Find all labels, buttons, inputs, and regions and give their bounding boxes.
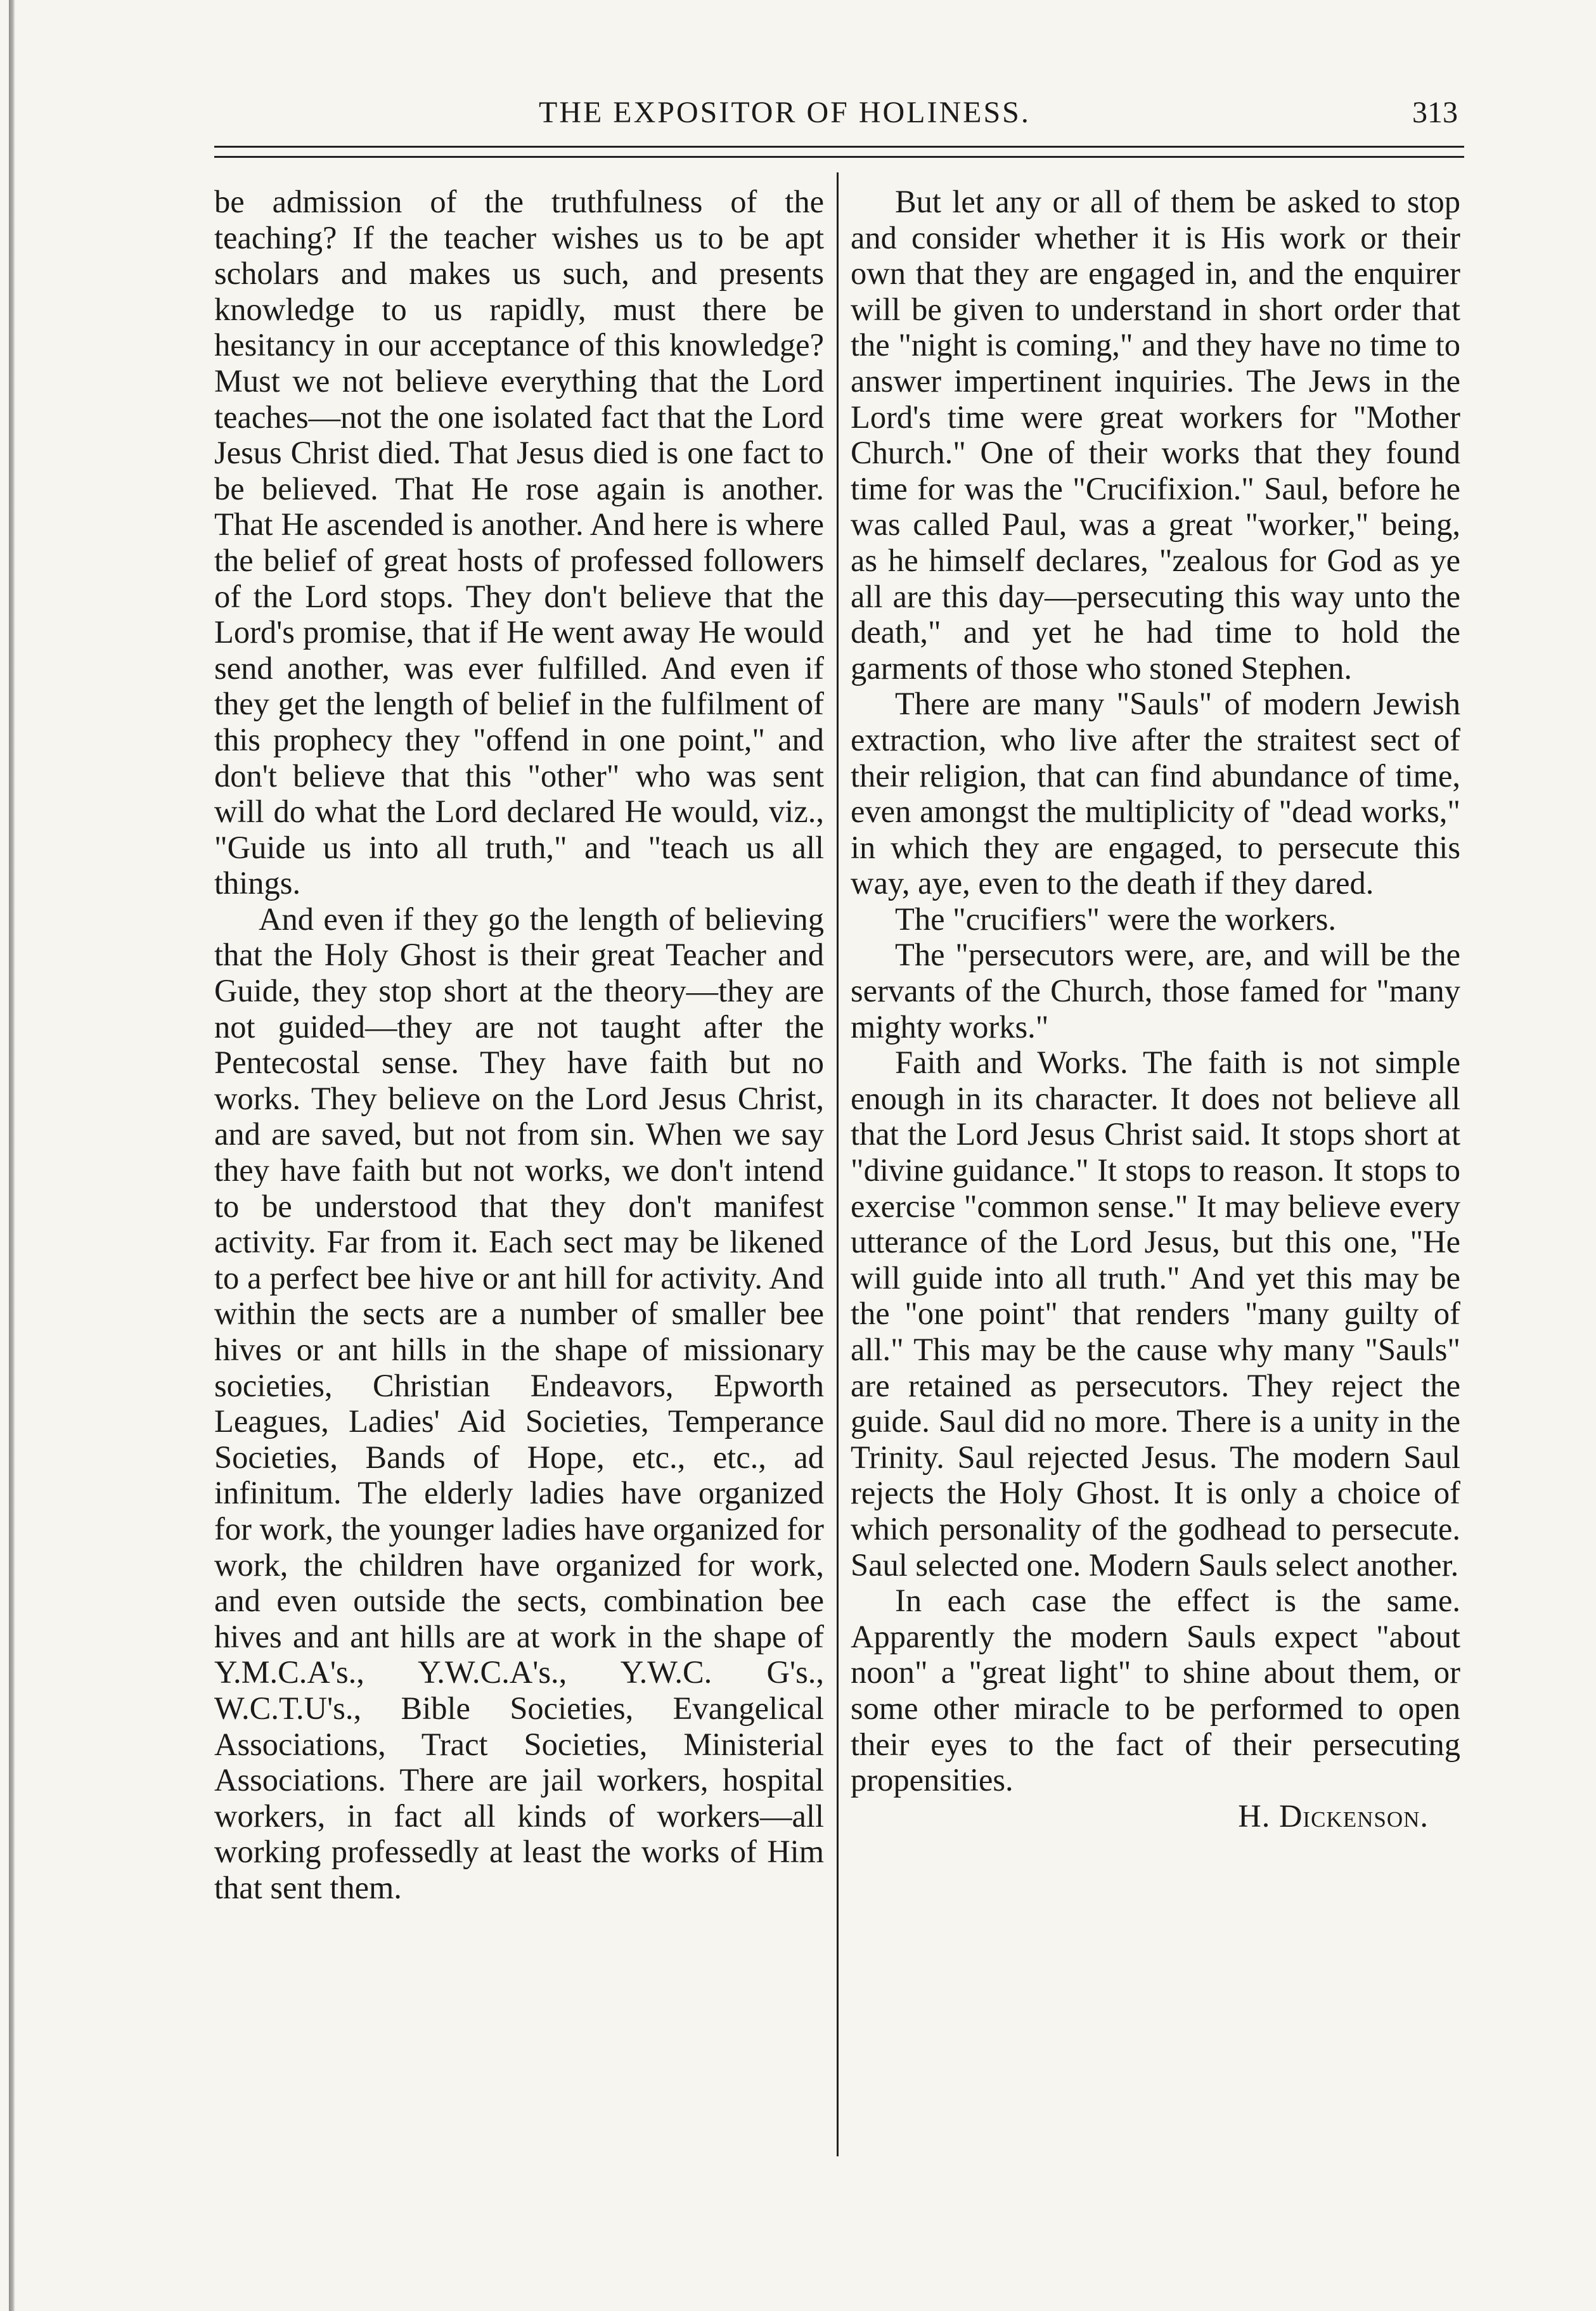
header-rule-bottom xyxy=(214,156,1464,158)
page-header xyxy=(209,95,1477,146)
paragraph: But let any or all of them be asked to stop and consider whether it is His work or their own that they are engaged in, and the enquirer will be given to understand in short order that the "night is coming," and they have no time to answer impertinent inquiries. The Jews in the Lord's time were great workers for "Mother Church." One of their works that they found time for was the "Crucifixion." Saul, before he was called Paul, was a great "worker," being, as he himself declares, "zealous for God as ye all are this day—persecuting this way unto the death," and yet he had time to hold the garments of those who stoned Stephen. xyxy=(851,184,1460,686)
header-rule-top xyxy=(214,146,1464,148)
page-number: 313 xyxy=(1412,96,1458,129)
paragraph: The "persecutors were, are, and will be the servants of the Church, those famed for "many mighty works." xyxy=(851,937,1460,1045)
paragraph: In each case the effect is the same. Apparently the modern Sauls expect "about noon" a "great light" to shine about them, or some other miracle to be performed to open their eyes to the fact of their persecuting propensities. xyxy=(851,1583,1460,1798)
running-title: THE EXPOSITOR OF HOLINESS. xyxy=(539,96,1031,129)
author-signature: H. Dickenson. xyxy=(1238,1798,1429,1834)
paragraph: And even if they go the length of believing that the Holy Ghost is their great Teacher and Guide, they stop short at the theory—they are not guided—they are not taught after the Pentecostal sense. They have faith but no works. They believe on the Lord Jesus Christ, and are saved, but not from sin. When we say they have faith but not works, we don't intend to be understood that they don't manifest activity. Far from it. Each sect may be likened to a perfect bee hive or ant hill for activity. And within the sects are a number of smaller bee hives or ant hills in the shape of missionary societies, Christian Endeavors, Epworth Leagues, Ladies' Aid Societies, Temperance Societies, Bands of Hope, etc., etc., ad infinitum. The elderly ladies have organized for work, the younger ladies have organized for work, the children have organized for work, and even outside the sects, combination bee hives and ant hills are at work in the shape of Y.M.C.A's., Y.W.C.A's., Y.W.C. G's., W.C.T.U's., Bible Societies, Evangelical Associations, Tract Societies, Ministerial Associations. There are jail workers, hospital workers, in fact all kinds of workers—all working professedly at least the works of Him that sent them. xyxy=(214,901,824,1905)
left-column xyxy=(214,184,824,1906)
paragraph: Faith and Works. The faith is not simple enough in its character. It does not believe all that the Lord Jesus Christ said. It stops short at "divine guidance." It stops to reason. It stops to exercise "common sense." It may believe every utterance of the Lord Jesus, but this one, "He will guide into all truth." And yet this may be the "one point" that renders "many guilty of all." This may be the cause why many "Sauls" are retained as persecutors. They reject the guide. Saul did no more. There is a unity in the Trinity. Saul rejected Jesus. The modern Saul rejects the Holy Ghost. It is only a choice of which personality of the godhead to persecute. Saul selected one. Modern Sauls select another. xyxy=(851,1045,1460,1583)
right-column xyxy=(851,184,1460,1834)
paragraph: be admission of the truthfulness of the teaching? If the teacher wishes us to be apt scholars and makes us such, and presents knowledge to us rapidly, must there be hesitancy in our acceptance of this knowledge? Must we not believe everything that the Lord teaches—not the one isolated fact that the Lord Jesus Christ died. That Jesus died is one fact to be believed. That He rose again is another. That He ascended is another. And here is where the belief of great hosts of professed followers of the Lord stops. They don't believe that the Lord's promise, that if He went away He would send another, was ever fulfilled. And even if they get the length of belief in the fulfilment of this prophecy they "offend in one point," and don't believe that this "other" who was sent will do what the Lord declared He would, viz., "Guide us into all truth," and "teach us all things. xyxy=(214,184,824,901)
column-divider xyxy=(837,172,839,2156)
binding-edge xyxy=(9,0,15,2311)
paragraph: There are many "Sauls" of modern Jewish extraction, who live after the straitest sect of their religion, that can find abundance of time, even amongst the multiplicity of "dead works," in which they are engaged, to persecute this way, aye, even to the death if they dared. xyxy=(851,686,1460,901)
paragraph: The "crucifiers" were the workers. xyxy=(895,901,1337,937)
